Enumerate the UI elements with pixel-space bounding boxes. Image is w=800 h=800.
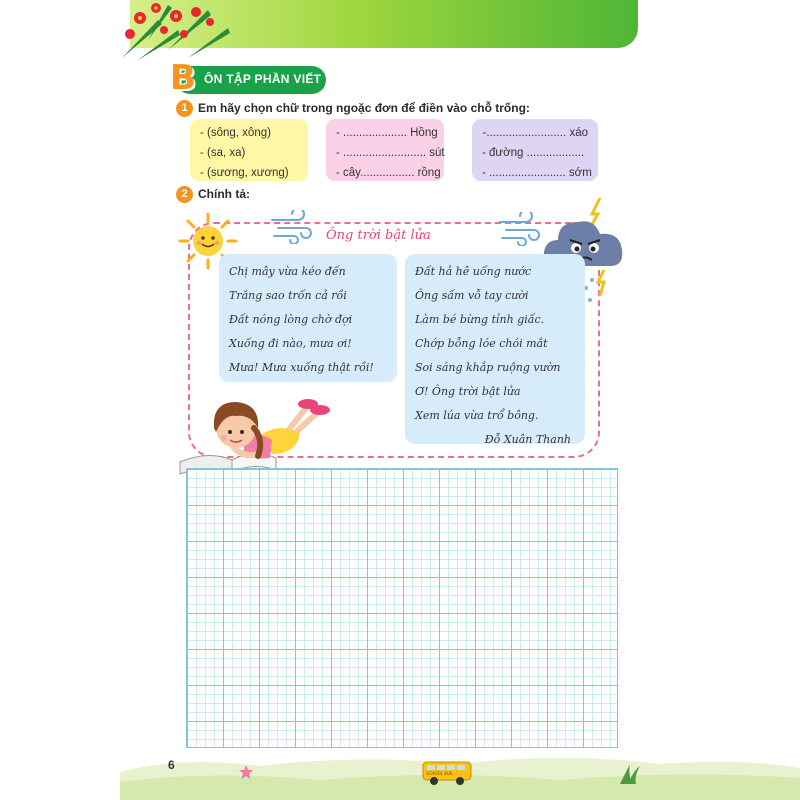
flower-icon [118,0,236,62]
fill-row[interactable]: - .......................... sút [336,147,445,159]
poem-line: Đất nóng lòng chờ đợi [229,313,353,326]
fill-row: - (sa, xa) [200,147,246,159]
poem-author: Đỗ Xuân Thanh [484,433,571,446]
fill-row[interactable]: - ........................ sớm [482,167,592,179]
poem-line: Trăng sao trốn cả rồi [229,289,347,302]
poem-stanza-left [219,254,397,382]
fill-row: - (sương, xương) [200,167,289,179]
exercise-1-title: Em hãy chọn chữ trong ngoặc đơn để điền vào chỗ trống: [198,101,530,115]
school-bus-icon [422,760,472,786]
poem-line: Đất hả hê uống nước [415,265,532,278]
fill-row: - (sông, xông) [200,127,271,139]
poem-line: Ông sấm vỗ tay cười [415,289,529,302]
fill-box-yellow [190,119,308,181]
wind-icon [270,210,314,244]
page-number: 6 [168,758,175,772]
fill-row[interactable]: - cây................. rồng [336,167,441,179]
wind-icon [498,212,542,246]
fill-box-purple [472,119,598,181]
fill-row[interactable]: - .................... Hồng [336,127,438,139]
poem-stanza-right [405,254,585,444]
poem-line: Xuống đi nào, mưa ơi! [229,337,352,350]
poem-title: Ông trời bật lửa [320,228,437,243]
fill-box-pink [326,119,444,181]
poem-line: Làm bé bừng tỉnh giấc. [415,313,545,326]
reading-girl-illustration [178,384,338,480]
exercise-1-number: 1 [176,100,193,117]
poem-line: Xem lúa vừa trổ bông. [415,409,539,422]
fill-row[interactable]: - đường .................. [482,147,585,159]
poem-line: Soi sáng khắp ruộng vườn [415,361,561,374]
exercise-2-number: 2 [176,186,193,203]
section-letter: B [170,58,196,98]
section-title: ÔN TẬP PHẦN VIẾT [204,72,322,86]
fill-row[interactable]: -......................... xáo [482,127,588,139]
bus-label: SCHOOL BUS [426,771,453,776]
grass-icon [618,762,642,784]
poem-line: Chớp bỗng lóe chói mắt [415,337,548,350]
poem-line: Chị mây vừa kéo đến [229,265,346,278]
poem-line: Ơ! Ông trời bật lửa [415,385,521,398]
exercise-2-title: Chính tả: [198,187,250,201]
star-icon [238,764,254,780]
writing-grid[interactable] [186,468,618,748]
poem-line: Mưa! Mưa xuống thật rồi! [229,361,374,374]
